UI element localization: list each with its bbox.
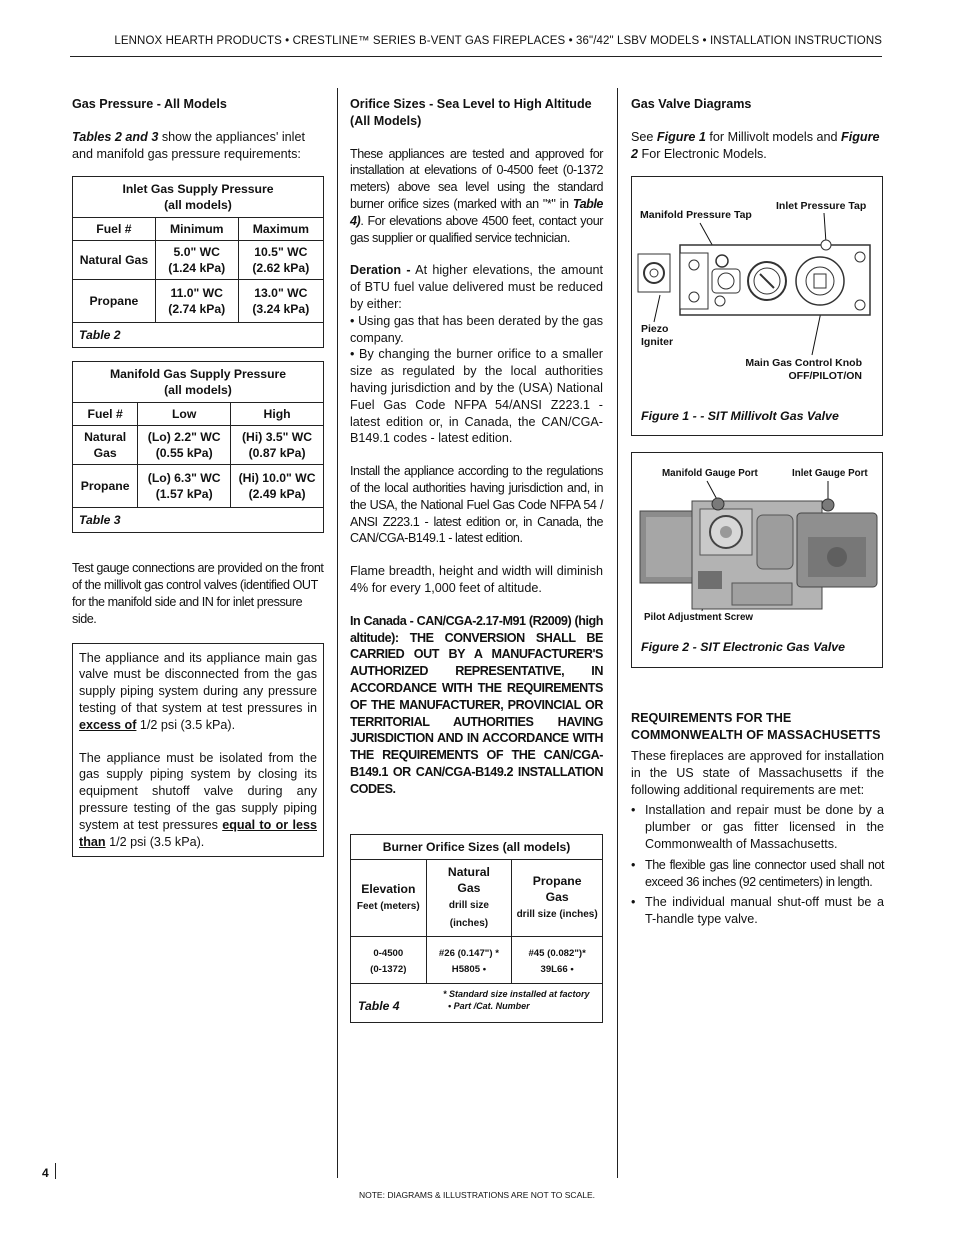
pressure-test-notice bbox=[72, 643, 324, 858]
intro-paragraph: Tables 2 and 3 show the appliances' inlet and manifold gas pressure requirements: bbox=[72, 129, 305, 161]
list-item: • The flexible gas line connector used shall not exceed 36 inches (92 centimeters) in length. bbox=[631, 857, 884, 891]
label-inlet-gauge-port: Inlet Gauge Port bbox=[792, 468, 868, 480]
massachusetts-heading: REQUIREMENTS FOR THE COMMONWEALTH OF MASSACHUSETTS bbox=[631, 711, 881, 743]
massachusetts-requirements-list bbox=[631, 802, 884, 928]
column-header: Fuel # bbox=[73, 218, 156, 241]
running-header: LENNOX HEARTH PRODUCTS • CRESTLINE™ SERIES B-VENT GAS FIREPLACES • 36"/42" LSBV MODELS • INSTALLATION INSTRUCTIONS bbox=[114, 35, 882, 47]
section-heading: Gas Valve Diagrams bbox=[631, 97, 752, 111]
label-pilot-adjustment-screw: Pilot Adjustment Screw bbox=[644, 612, 754, 624]
electronic-valve-photo bbox=[632, 453, 882, 667]
table-row: Natural Gas (Lo) 2.2" WC (0.55 kPa) (Hi) 3.5" WC (0.87 kPa) bbox=[73, 426, 324, 465]
deration-bullet: • Using gas that has been derated by the gas company. bbox=[350, 313, 603, 345]
column-header: Fuel # bbox=[73, 403, 138, 426]
table-caption: Table 3 bbox=[73, 508, 324, 533]
table-title: Burner Orifice Sizes (all models) bbox=[351, 835, 603, 860]
footer-note: NOTE: DIAGRAMS & ILLUSTRATIONS ARE NOT TO SCALE. bbox=[358, 1190, 595, 1200]
table-caption: Table 2 bbox=[73, 323, 324, 348]
column-header: Maximum bbox=[238, 218, 323, 241]
column-divider-2 bbox=[617, 88, 618, 1178]
orifice-paragraph: These appliances are tested and approved for installation at elevations of 0-4500 feet (0-1372 meters) above sea level using the standard burner orifice sizes (marked with an "*" in Table 4). For elevations above 4500 feet, contact your gas supplier or qualified service technician. bbox=[350, 146, 603, 245]
table-note: * Standard size installed at factory • Part /Cat. Number bbox=[443, 989, 590, 1012]
page-number-rule bbox=[55, 1163, 56, 1179]
install-paragraph: Install the appliance according to the regulations of the local authorities having jurisdiction and, in the USA, the National Fuel Gas Code NFPA 54 / ANSI Z223.1 - latest edition or, in Canada, the CAN/CGA-B149.1 - latest edition. bbox=[350, 464, 603, 546]
table-row: Propane (Lo) 6.3" WC (1.57 kPa) (Hi) 10.0" WC (2.49 kPa) bbox=[73, 465, 324, 508]
test-gauge-paragraph: Test gauge connections are provided on the front of the millivolt gas control valves (identified OUT for the manifold side and IN for inlet pressure side. bbox=[72, 561, 324, 626]
column-header: Natural Gas drill size (inches) bbox=[426, 860, 512, 937]
deration-bullet: • By changing the burner orifice to a smaller size as regulated by the local authorities having jurisdiction and by the (USA) National Fuel Gas Code NFPA 54/ANSI Z223.1 - latest edition or, in Canada, the CAN/CGA-B149.1 codes - latest edition. bbox=[350, 347, 603, 446]
massachusetts-intro: These fireplaces are approved for installation in the US state of Massachusetts if the following additional requirements are met: bbox=[631, 748, 884, 797]
table-caption-row bbox=[351, 984, 603, 1023]
label-manifold-gauge-port: Manifold Gauge Port bbox=[662, 468, 758, 480]
label-main-gas-control-knob: Main Gas Control Knob OFF/PILOT/ON bbox=[745, 357, 862, 383]
table-caption: Table 4 bbox=[358, 999, 400, 1014]
column-header: Propane Gas drill size (inches) bbox=[512, 860, 603, 937]
figure-electronic-valve bbox=[631, 452, 883, 668]
table-title: Manifold Gas Supply Pressure (all models) bbox=[73, 362, 324, 403]
label-manifold-pressure-tap: Manifold Pressure Tap bbox=[640, 209, 752, 222]
column-header: High bbox=[231, 403, 324, 426]
page-header bbox=[70, 0, 882, 57]
table-row: Natural Gas 5.0" WC (1.24 kPa) 10.5" WC (2.62 kPa) bbox=[73, 241, 324, 280]
section-heading: Orifice Sizes - Sea Level to High Altitude (All Models) bbox=[350, 97, 592, 128]
table-inlet-pressure bbox=[72, 176, 324, 348]
deration-paragraph: Deration - At higher elevations, the amount of BTU fuel value delivered must be reduced by either: bbox=[350, 263, 603, 311]
label-piezo-igniter: Piezo Igniter bbox=[641, 323, 674, 349]
column-header: Elevation Feet (meters) bbox=[351, 860, 427, 937]
column-orifice-sizes bbox=[350, 96, 603, 1023]
figure-reference-paragraph: See Figure 1 for Millivolt models and Figure 2 For Electronic Models. bbox=[631, 129, 880, 161]
table-burner-orifice bbox=[350, 834, 603, 1023]
table-title: Inlet Gas Supply Pressure (all models) bbox=[73, 177, 324, 218]
table-row: 0-4500 (0-1372) #26 (0.147") * H5805 • #45 (0.082")* 39L66 • bbox=[351, 937, 603, 984]
list-item: • The individual manual shut-off must be a T-handle type valve. bbox=[631, 894, 884, 928]
canada-requirements: In Canada - CAN/CGA-2.17-M91 (R2009) (high altitude): THE CONVERSION SHALL BE CARRIED OUT BY A MANUFACTURER'S AUTHORIZED REPRESENTATIVE, IN ACCORDANCE WITH THE REQUIREMENTS OF THE MANUFACTURER, PROVINCIAL OR TERRITORIAL AUTHORITIES HAVING JURISDICTION AND IN ACCORDANCE WITH THE REQUIREMENTS OF THE CAN/CGA-B149.1 OR CAN/CGA-B149.2 INSTALLATION CODES. bbox=[350, 613, 603, 796]
millivolt-valve-illustration bbox=[632, 177, 882, 435]
page-number: 4 bbox=[42, 1166, 49, 1180]
table-manifold-pressure bbox=[72, 361, 324, 533]
list-item: • Installation and repair must be done by a plumber or gas fitter licensed in the Commonwealth of Massachusetts. bbox=[631, 802, 884, 852]
figure-caption: Figure 2 - SIT Electronic Gas Valve bbox=[641, 640, 846, 655]
figure-caption: Figure 1 - - SIT Millivolt Gas Valve bbox=[641, 409, 839, 424]
notice-paragraph-1: The appliance and its appliance main gas valve must be disconnected from the gas supply piping system during any pressure testing of that system at test pressures in excess of 1/2 psi (3.5 kPa). bbox=[79, 650, 317, 732]
notice-paragraph-2: The appliance must be isolated from the gas supply piping system by closing its equipment shutoff valve during any pressure testing of the gas supply piping system at test pressures equal to or less than 1/2 psi (3.5 kPa). bbox=[79, 750, 317, 849]
column-header: Low bbox=[138, 403, 231, 426]
figure-millivolt-valve bbox=[631, 176, 883, 436]
column-header: Minimum bbox=[155, 218, 238, 241]
column-gas-valve bbox=[631, 96, 884, 928]
table-row: Propane 11.0" WC (2.74 kPa) 13.0" WC (3.24 kPa) bbox=[73, 280, 324, 323]
label-inlet-pressure-tap: Inlet Pressure Tap bbox=[776, 200, 867, 213]
flame-paragraph: Flame breadth, height and width will diminish 4% for every 1,000 feet of altitude. bbox=[350, 564, 603, 595]
column-gas-pressure bbox=[72, 96, 324, 857]
section-heading: Gas Pressure - All Models bbox=[72, 97, 227, 111]
column-divider-1 bbox=[337, 88, 338, 1178]
